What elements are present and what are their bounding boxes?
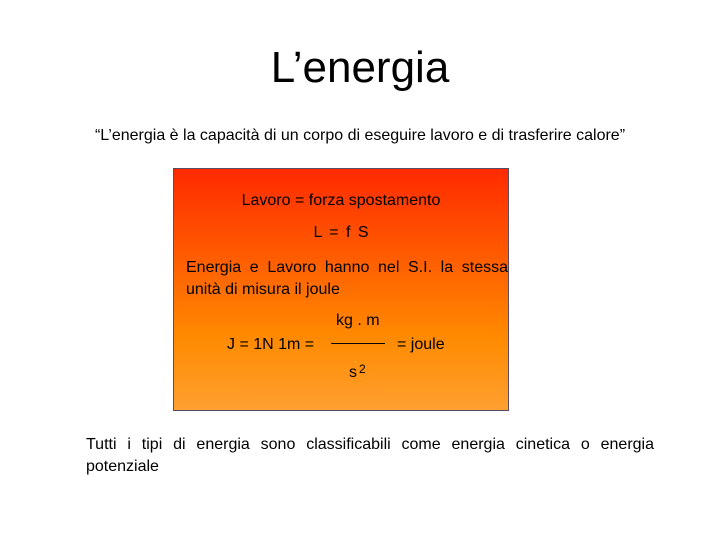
energy-classification: Tutti i tipi di energia sono classificabili come energia cinetica o energia potenziale <box>86 436 654 475</box>
energy-definition: “L’energia è la capacità di un corpo di eseguire lavoro e di trasferire calore” <box>94 127 626 144</box>
energy-formula-box <box>173 168 509 411</box>
si-unit-note: Energia e Lavoro hanno nel S.I. la stessa unità di misura il joule <box>186 259 508 298</box>
fraction-bar <box>331 343 385 344</box>
joule-equation-prefix: J = 1N 1m = <box>227 336 315 353</box>
work-definition: Lavoro = forza spostamento <box>241 192 441 209</box>
joule-equation-suffix: = joule <box>397 336 445 353</box>
fraction-numerator: kg . m <box>336 312 380 329</box>
slide-title: L’energia <box>270 43 450 92</box>
work-formula: L = f S <box>313 224 369 241</box>
fraction-denominator <box>349 359 366 383</box>
denominator-exponent: 2 <box>359 362 366 376</box>
denominator-unit: s <box>349 364 357 381</box>
